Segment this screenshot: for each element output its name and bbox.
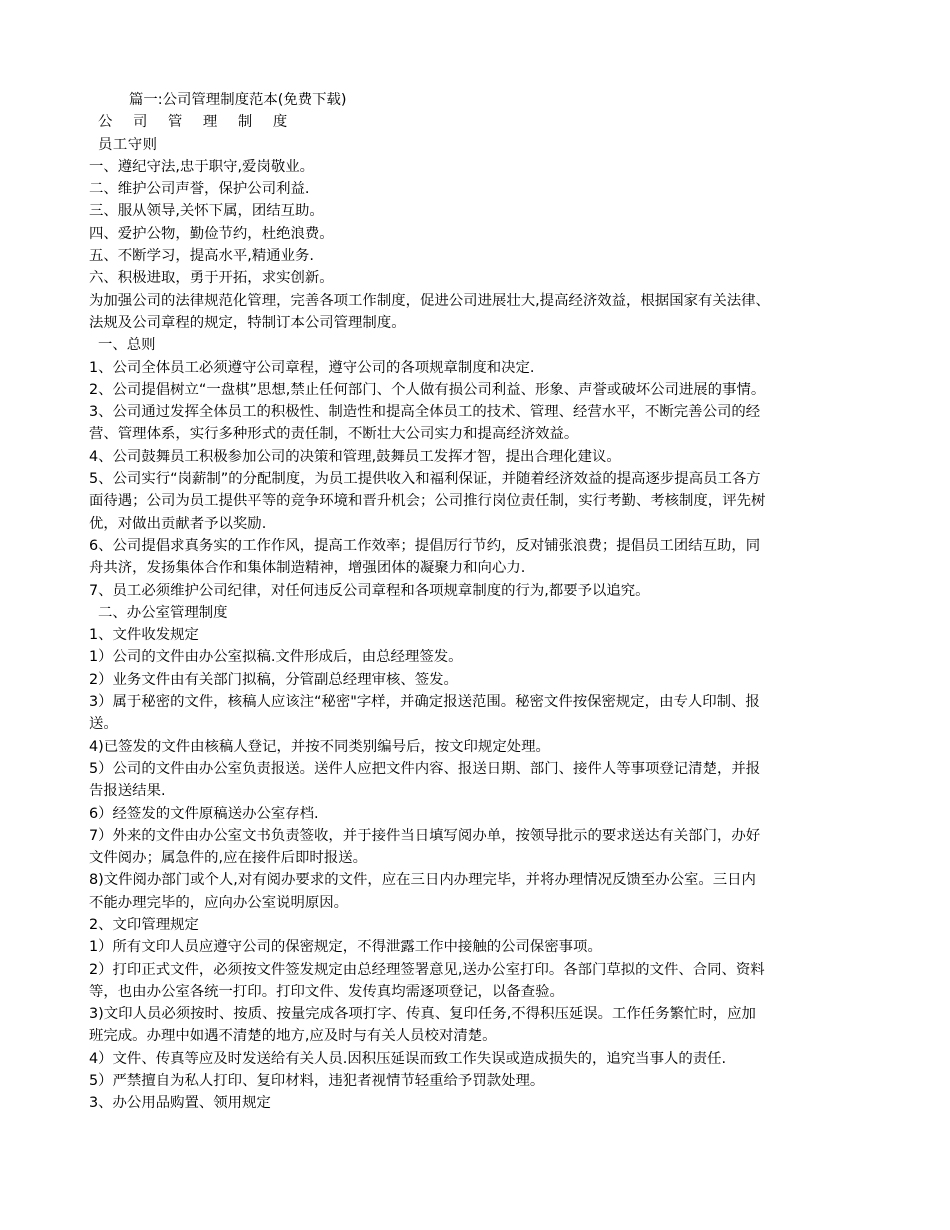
paragraph-line: 营、管理体系，实行多种形式的责任制，不断壮大公司实力和提高经济效益。	[89, 426, 579, 443]
section-office-body	[89, 624, 869, 1115]
code-of-conduct-list	[89, 156, 869, 290]
document-body	[89, 89, 869, 1115]
paragraph-line: 3)文印人员必须按时、按质、按量完成各项打字、传真、复印任务,不得积压延误。工作任务繁忙时，应加	[89, 1006, 756, 1023]
code-item: 二、维护公司声誉，保护公司利益.	[89, 181, 310, 198]
paragraph-line: 6）经签发的文件原稿送办公室存档.	[89, 805, 319, 822]
paragraph-line: 1）所有文印人员应遵守公司的保密规定，不得泄露工作中接触的公司保密事项。	[89, 939, 602, 956]
main-title: 公 司 管 理 制 度	[98, 114, 296, 131]
code-item: 三、服从领导,关怀下属，团结互助。	[89, 203, 324, 220]
paragraph-line: 舟共济，发扬集体合作和集体制造精神，增强团体的凝聚力和向心力.	[89, 560, 526, 577]
code-item: 四、爱护公物，勤俭节约，杜绝浪费。	[89, 225, 334, 242]
code-item: 一、遵纪守法,忠于职守,爱岗敬业。	[89, 158, 315, 175]
paragraph-line: 不能办理完毕的，应向办公室说明原因。	[89, 894, 349, 911]
paragraph-line: 3、办公用品购置、领用规定	[89, 1095, 271, 1112]
paragraph-line: 5）严禁擅自为私人打印、复印材料，违犯者视情节轻重给予罚款处理。	[89, 1073, 545, 1090]
paragraph-line: 5）公司的文件由办公室负责报送。送件人应把文件内容、报送日期、部门、接件人等事项登记清楚，并报	[89, 760, 761, 777]
paragraph-line: 等，也由办公室各统一打印。打印文件、发传真均需逐项登记，以备查验。	[89, 983, 564, 1000]
paragraph-line: 1、公司全体员工必须遵守公司章程，遵守公司的各项规章制度和决定.	[89, 359, 535, 376]
preamble-paragraph	[89, 290, 869, 335]
paragraph-line: 8)文件阅办部门或个人,对有阅办要求的文件，应在三日内办理完毕，并将办理情况反馈至办公室。三日内	[89, 872, 756, 889]
paragraph-line: 班完成。办理中如遇不清楚的地方,应及时与有关人员校对清楚。	[89, 1028, 497, 1045]
paragraph-line: 7）外来的文件由办公室文书负责签收，并于接件当日填写阅办单，按领导批示的要求送达有关部门，办好	[89, 827, 761, 844]
paragraph-line: 4）文件、传真等应及时发送给有关人员.因积压延误而致工作失误或造成损失的，追究当事人的责任.	[89, 1050, 727, 1067]
code-item: 五、不断学习，提高水平,精通业务.	[89, 248, 315, 265]
paragraph-line: 3、公司通过发挥全体员工的积极性、制造性和提高全体员工的技术、管理、经营水平，不断完善公司的经	[89, 404, 761, 421]
paragraph-line: 4、公司鼓舞员工积极参加公司的决策和管理,鼓舞员工发挥才智，提出合理化建议。	[89, 448, 621, 465]
paragraph-line: 为加强公司的法律规范化管理，完善各项工作制度，促进公司进展壮大,提高经济效益，根据国家有关法律、	[89, 292, 770, 309]
paragraph-line: 4)已签发的文件由核稿人登记，并按不同类别编号后，按文印规定处理。	[89, 738, 550, 755]
paragraph-line: 7、员工必须维护公司纪律，对任何违反公司章程和各项规章制度的行为,都要予以追究。	[89, 582, 650, 599]
section-general-body	[89, 357, 869, 602]
paragraph-line: 优，对做出贡献者予以奖励.	[89, 515, 267, 532]
subtitle: 员工守则	[98, 136, 158, 153]
paragraph-line: 3）属于秘密的文件，核稿人应该注“秘密"字样，并确定报送范围。秘密文件按保密规定，由专人印制、报	[89, 694, 760, 711]
paragraph-line: 法规及公司章程的规定，特制订本公司管理制度。	[89, 314, 406, 331]
paragraph-line: 告报送结果.	[89, 783, 166, 800]
paragraph-line: 文件阅办；属急件的,应在接件后即时报送。	[89, 850, 367, 867]
paragraph-line: 2、公司提倡树立“一盘棋”思想,禁止任何部门、个人做有损公司利益、形象、声誉或破坏公司进展的事情。	[89, 381, 766, 398]
paragraph-line: 5、公司实行“岗薪制”的分配制度，为员工提供收入和福利保证，并随着经济效益的提高逐步提高员工各方	[89, 471, 761, 488]
paragraph-line: 送。	[89, 716, 118, 733]
section-heading-general: 一、总则	[98, 337, 156, 354]
paragraph-line: 2、文印管理规定	[89, 916, 199, 933]
section-heading-office: 二、办公室管理制度	[98, 604, 228, 621]
paragraph-line: 2）打印正式文件，必须按文件签发规定由总经理签署意见,送办公室打印。各部门草拟的文件、合同、资料	[89, 961, 765, 978]
paragraph-line: 面待遇；公司为员工提供平等的竞争环境和晋升机会；公司推行岗位责任制，实行考勤、考核制度，评先树	[89, 493, 766, 510]
paragraph-line: 2）业务文件由有关部门拟稿，分管副总经理审核、签发。	[89, 671, 458, 688]
document-header: 篇一:公司管理制度范本(免费下载)	[129, 92, 347, 108]
paragraph-line: 1）公司的文件由办公室拟稿.文件形成后，由总经理签发。	[89, 649, 463, 666]
paragraph-line: 1、文件收发规定	[89, 627, 199, 644]
code-item: 六、积极进取，勇于开拓，求实创新。	[89, 270, 334, 287]
paragraph-line: 6、公司提倡求真务实的工作作风，提高工作效率；提倡厉行节约，反对铺张浪费；提倡员工团结互助，同	[89, 537, 761, 554]
